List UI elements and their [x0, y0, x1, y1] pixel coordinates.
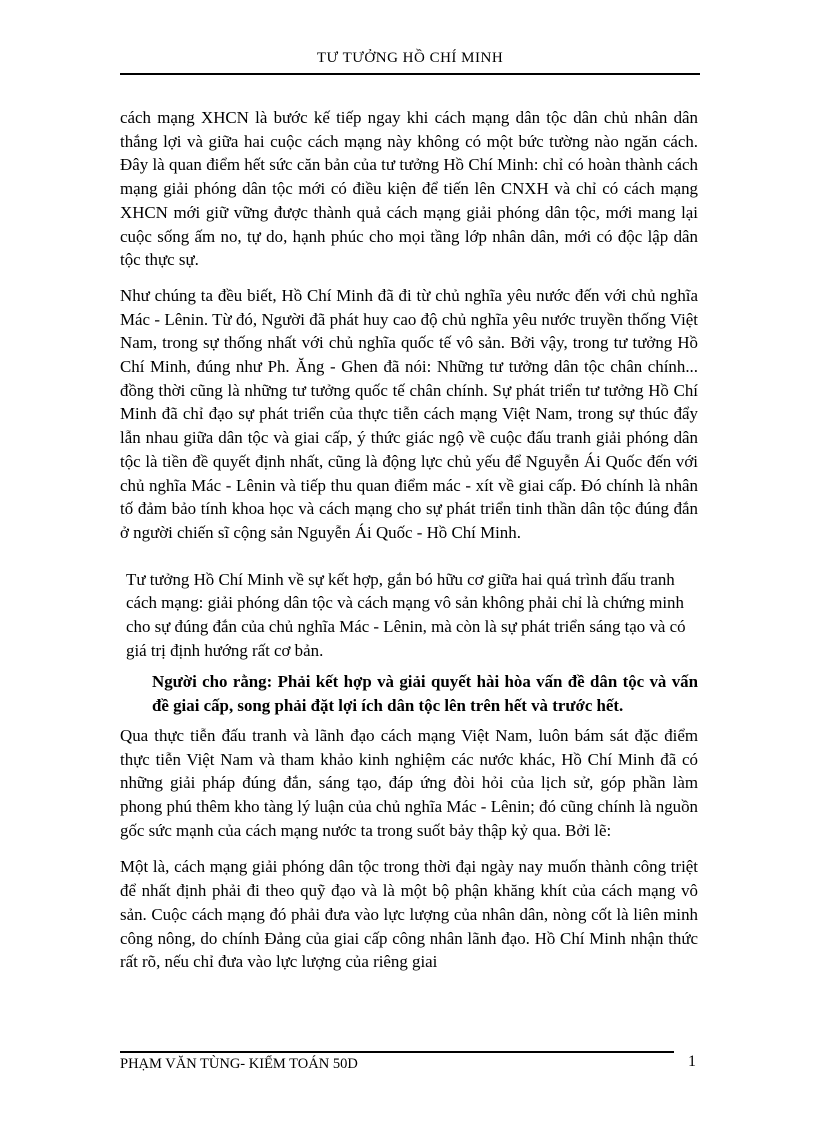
footer-divider	[120, 1051, 674, 1053]
page-header-title: TƯ TƯỞNG HỒ CHÍ MINH	[316, 50, 504, 66]
paragraph-3: Tư tưởng Hồ Chí Minh về sự kết hợp, gắn bó hữu cơ giữa hai quá trình đấu tranh cách mạng: giải phóng dân tộc và cách mạng vô sản không phải chỉ là chứng minh cho sự đúng đắn của chủ nghĩa Mác - Lênin, mà còn là sự phát triển sáng tạo và có giá trị định hướng rất cơ bản.	[126, 569, 686, 660]
paragraph-6: Một là, cách mạng giải phóng dân tộc trong thời đại ngày nay muốn thành công triệt để nhất định phải đi theo quỹ đạo và là một bộ phận khăng khít của cách mạng vô sản. Cuộc cách mạng đó phải đưa vào lực lượng của nhân dân, nòng cốt là liên minh công nông, do chính Đảng của giai cấp công nhân lãnh đạo. Hồ Chí Minh nhận thức rất rõ, nếu chỉ đưa vào lực lượng của riêng giai	[120, 857, 698, 972]
paragraph-1: cách mạng XHCN là bước kế tiếp ngay khi cách mạng dân tộc dân chủ nhân dân thắng lợi và giữa hai cuộc cách mạng này không có một bức tường nào ngăn cách. Đây là quan điểm hết sức căn bản của tư tưởng Hồ Chí Minh: chỉ có hoàn thành cách mạng giải phóng dân tộc mới có điều kiện để tiến lên CNXH và chỉ có cách mạng XHCN mới giữ vững được thành quả cách mạng giải phóng dân tộc, mới mang lại cuộc sống ấm no, tự do, hạnh phúc cho mọi tầng lớp nhân dân, mới có độc lập dân tộc thực sự.	[120, 108, 698, 270]
bold-statement: Người cho rằng: Phải kết hợp và giải quyết hài hòa vấn đề dân tộc và vấn đề giai cấp, song phải đặt lợi ích dân tộc lên trên hết và trước hết.	[152, 672, 698, 716]
header-divider	[120, 73, 700, 75]
footer-author: PHẠM VĂN TÙNG- KIỂM TOÁN 50D	[120, 1056, 358, 1072]
paragraph-5: Qua thực tiễn đấu tranh và lãnh đạo cách mạng Việt Nam, luôn bám sát đặc điểm thực tiễn Việt Nam và tham khảo kinh nghiệm các nước khác, Hồ Chí Minh đã có những giải pháp đúng đắn, sáng tạo, đáp ứng đòi hỏi của lịch sử, góp phần làm phong phú thêm kho tàng lý luận của chủ nghĩa Mác - Lênin; đó cũng chính là nguồn gốc sức mạnh của cách mạng nước ta trong suốt bảy thập kỷ qua. Bởi lẽ:	[120, 725, 698, 840]
document-body	[120, 106, 698, 974]
paragraph-2: Như chúng ta đều biết, Hồ Chí Minh đã đi từ chủ nghĩa yêu nước đến với chủ nghĩa Mác - Lênin. Từ đó, Người đã phát huy cao độ chủ nghĩa yêu nước truyền thống Việt Nam, trong sự thống nhất với chủ nghĩa quốc tế vô sản. Bởi vậy, trong tư tưởng Hồ Chí Minh, đúng như Ph. Ăng - Ghen đã nói: Những tư tưởng dân tộc chân chính... đồng thời cũng là những tư tưởng quốc tế chân chính. Sự phát triển tư tưởng Hồ Chí Minh đã chỉ đạo sự phát triển của thực tiễn cách mạng Việt Nam, trong sự thúc đẩy lẫn nhau giữa dân tộc và giai cấp, ý thức giác ngộ về cuộc đấu tranh giải phóng dân tộc là tiền đề quyết định nhất, cũng là động lực chủ yếu để Nguyễn Ái Quốc đến với chủ nghĩa Mác - Lênin và tiếp thu quan điểm mác - xít về giai cấp. Đó chính là nhân tố đảm bảo tính khoa học và cách mạng cho sự phát triển tinh thần dân tộc đúng đắn ở người chiến sĩ cộng sản Nguyễn Ái Quốc - Hồ Chí Minh.	[120, 285, 698, 542]
page-number: 1	[688, 1053, 696, 1070]
